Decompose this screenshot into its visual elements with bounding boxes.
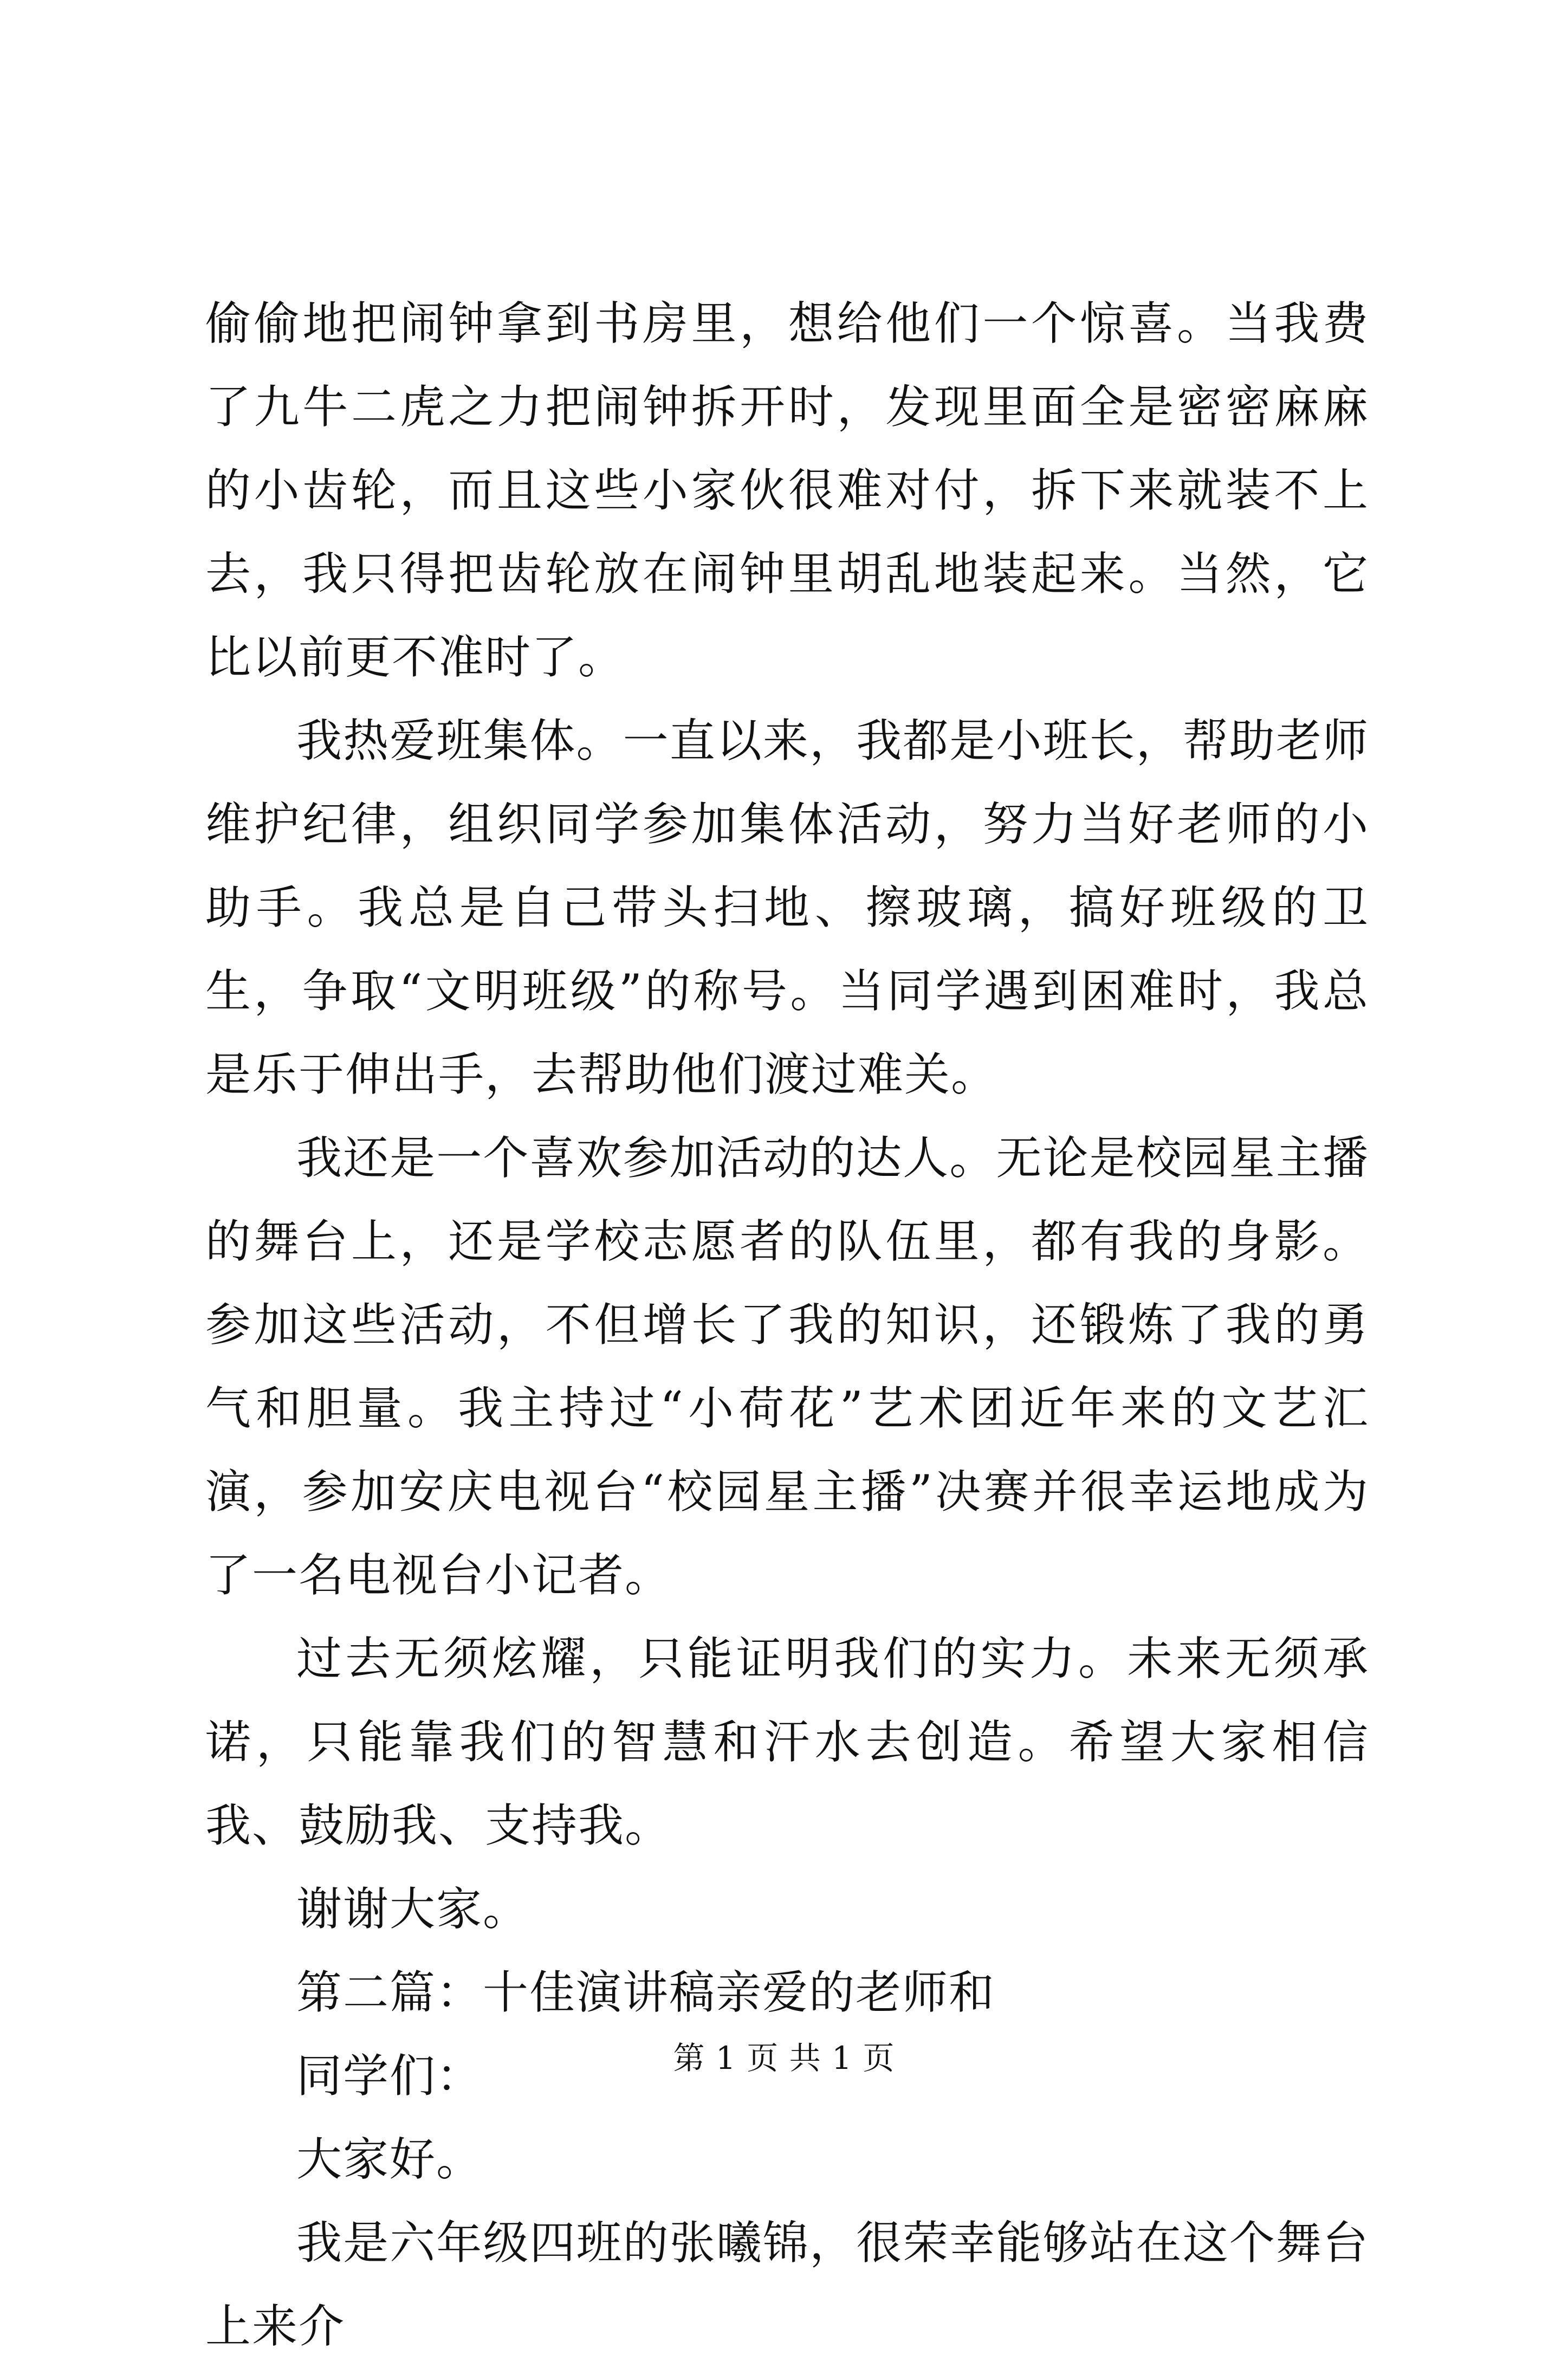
page-footer: 第 1 页 共 1 页 — [673, 2040, 895, 2076]
paragraph-continuation: 偷偷地把闹钟拿到书房里，想给他们一个惊喜。当我费了九牛二虎之力把闹钟拆开时，发现里面全是密密麻麻的小齿轮，而且这些小家伙很难对付，拆下来就装不上去，我只得把齿轮放在闹钟里胡乱地装起来。当然，它比以前更不准时了。 — [205, 297, 1369, 684]
section-heading-second: 第二篇：十佳演讲稿亲爱的老师和 — [296, 1966, 996, 2019]
paragraph-greeting: 大家好。 — [296, 2133, 483, 2186]
paragraph-classmates: 同学们： — [296, 2049, 483, 2102]
paragraph-class-collective: 我热爱班集体。一直以来，我都是小班长，帮助老师维护纪律，组织同学参加集体活动，努力当好老师的小助手。我总是自己带头扫地、擦玻璃，搞好班级的卫生，争取“文明班级”的称号。当同学遇到困难时，我总是乐于伸出手，去帮助他们渡过难关。 — [205, 714, 1369, 1101]
paragraph-activities: 我还是一个喜欢参加活动的达人。无论是校园星主播的舞台上，还是学校志愿者的队伍里，都有我的身影。参加这些活动，不但增长了我的知识，还锻炼了我的勇气和胆量。我主持过“小荷花”艺术团近年来的文艺汇演，参加安庆电视台“校园星主播”决赛并很幸运地成为了一名电视台小记者。 — [205, 1131, 1369, 1602]
paragraph-introduction: 我是六年级四班的张曦锦，很荣幸能够站在这个舞台上来介 — [205, 2216, 1369, 2353]
paragraph-past-future: 过去无须炫耀，只能证明我们的实力。未来无须承诺，只能靠我们的智慧和汗水去创造。希望大家相信我、鼓励我、支持我。 — [205, 1632, 1369, 1852]
paragraph-thanks: 谢谢大家。 — [296, 1882, 530, 1936]
